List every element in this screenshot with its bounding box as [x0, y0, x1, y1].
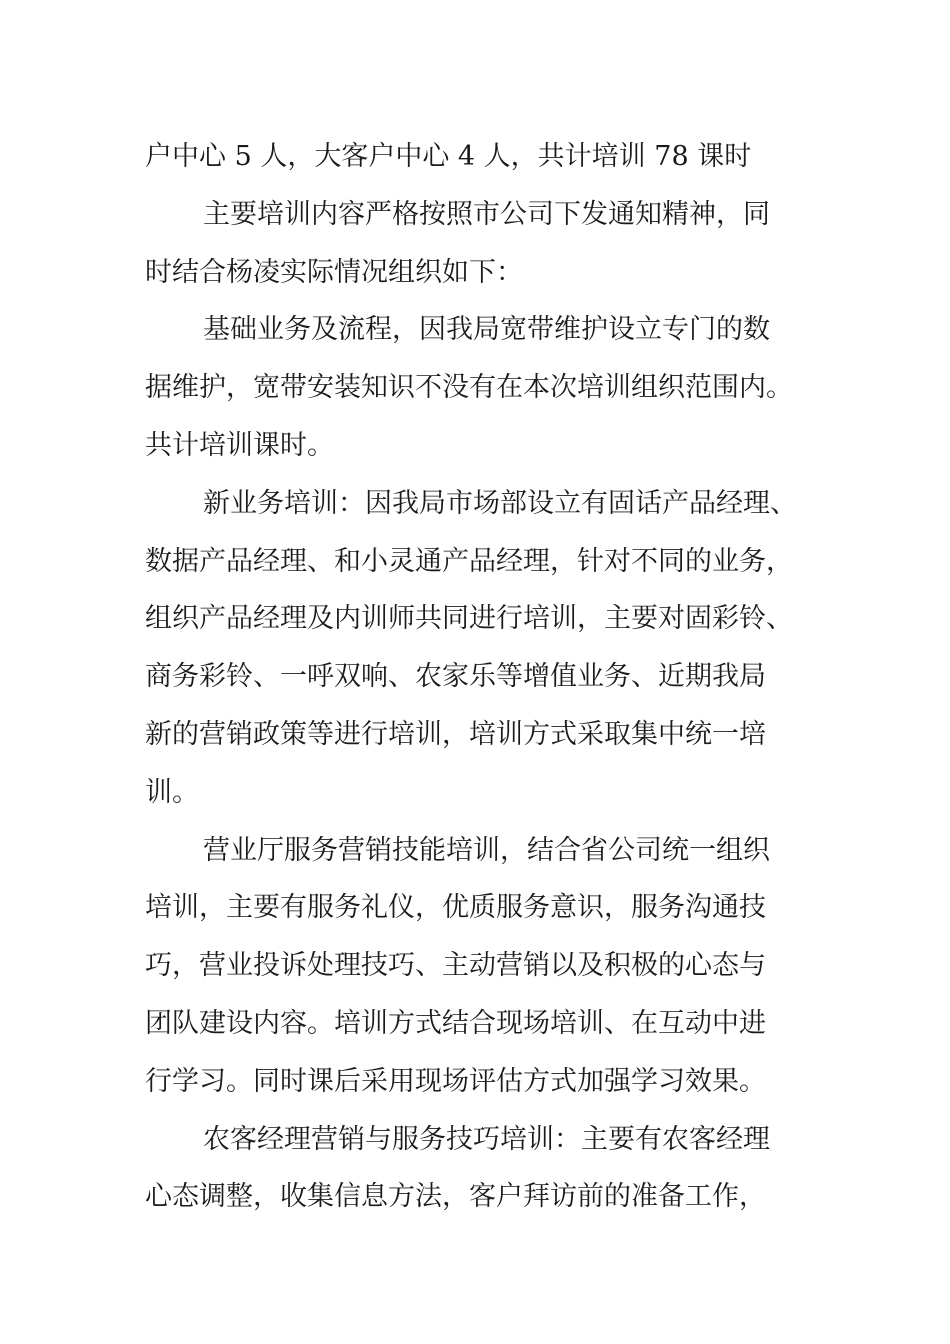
text-line: 营业厅服务营销技能培训，结合省公司统一组织 [203, 834, 770, 866]
document-body [145, 128, 845, 1226]
text-line: 据维护，宽带安装知识不没有在本次培训组织范围内。 [145, 372, 793, 404]
text-line: 数据产品经理、和小灵通产品经理，针对不同的业务， [145, 545, 793, 577]
text-line: 心态调整，收集信息方法，客户拜访前的准备工作， [145, 1181, 766, 1213]
text-line: 训。 [145, 776, 199, 808]
text-line: 行学习。同时课后采用现场评估方式加强学习效果。 [145, 1065, 766, 1097]
text-line: 培训，主要有服务礼仪，优质服务意识，服务沟通技 [145, 892, 766, 924]
text-line: 时结合杨凌实际情况组织如下： [145, 256, 523, 288]
text-line: 巧，营业投诉处理技巧、主动营销以及积极的心态与 [145, 950, 766, 982]
text-line: 基础业务及流程，因我局宽带维护设立专门的数 [203, 314, 770, 346]
text-line: 主要培训内容严格按照市公司下发通知精神，同 [203, 198, 770, 230]
text-line: 共计培训课时。 [145, 429, 334, 461]
text-line: 商务彩铃、一呼双响、农家乐等增值业务、近期我局 [145, 661, 766, 693]
text-line: 农客经理营销与服务技巧培训：主要有农客经理 [203, 1123, 770, 1155]
text-line: 新业务培训：因我局市场部设立有固话产品经理、 [203, 487, 797, 519]
text-line: 新的营销政策等进行培训，培训方式采取集中统一培 [145, 718, 766, 750]
text-line: 团队建设内容。培训方式结合现场培训、在互动中进 [145, 1007, 766, 1039]
text-line: 户中心 5 人，大客户中心 4 人，共计培训 78 课时 [145, 141, 752, 172]
text-line: 组织产品经理及内训师共同进行培训，主要对固彩铃、 [145, 603, 793, 635]
